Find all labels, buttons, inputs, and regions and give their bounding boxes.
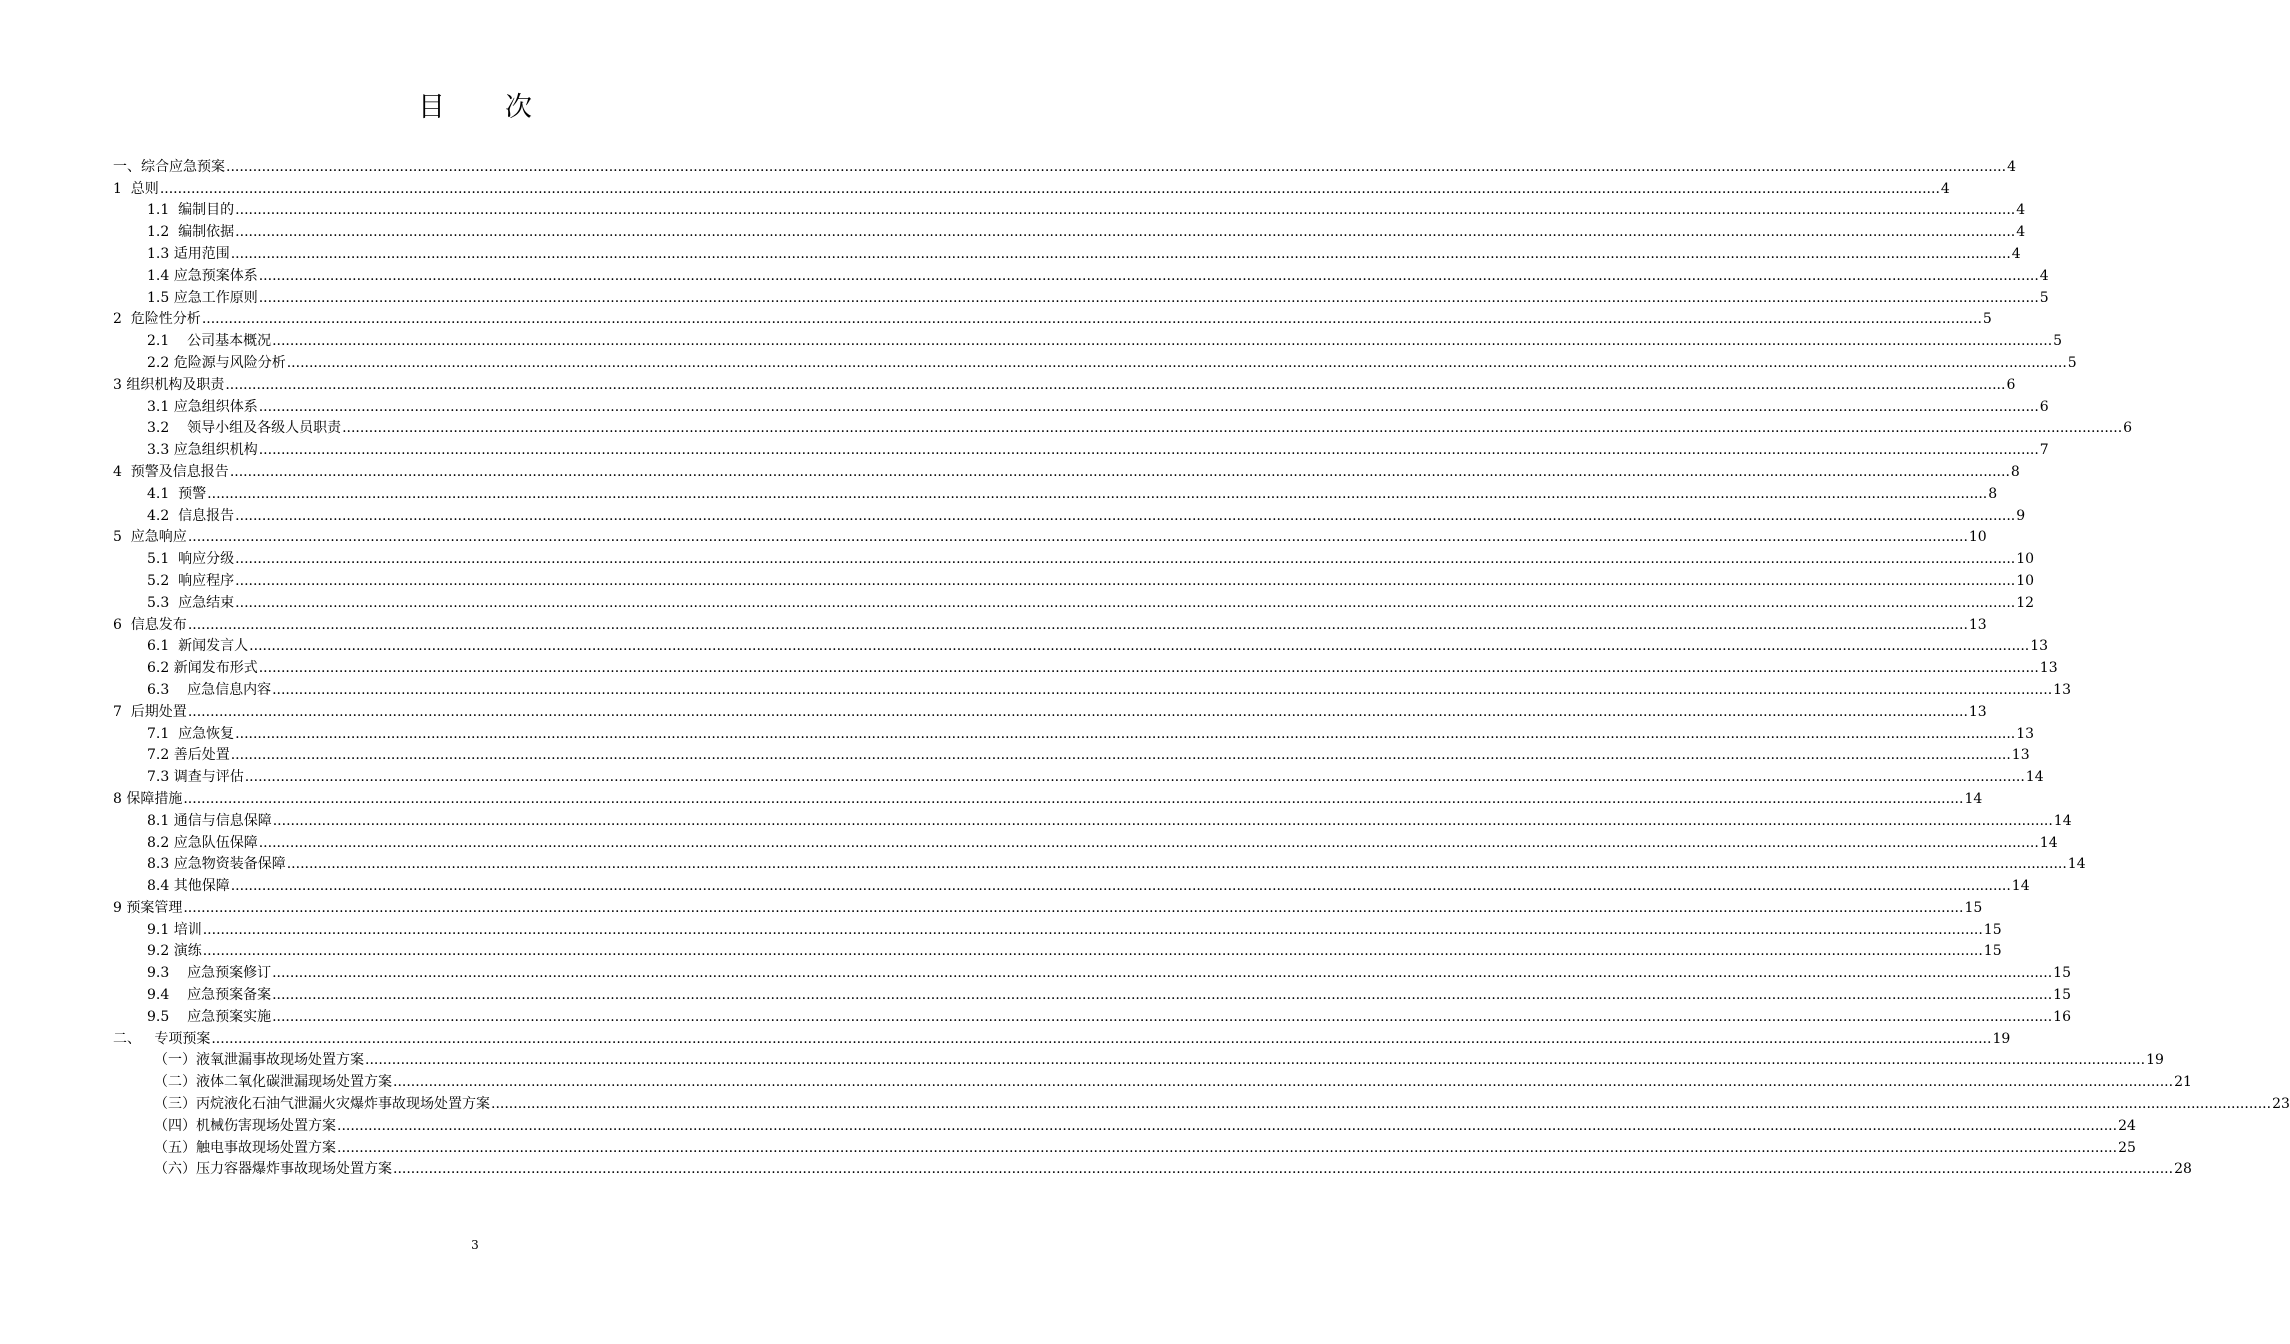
toc-entry-page: 13 bbox=[2039, 660, 2058, 677]
toc-entry[interactable] bbox=[113, 263, 2049, 285]
toc-dot-leader: ................................................................................................................................................................................................................................................................................................................................................................................................................ bbox=[249, 638, 2030, 655]
toc-entry-title: （三）丙烷液化石油气泄漏火灾爆炸事故现场处置方案 bbox=[154, 1096, 490, 1113]
toc-dot-leader: ................................................................................................................................................................................................................................................................................................................................................................................................................ bbox=[202, 943, 1983, 960]
toc-dot-leader: ................................................................................................................................................................................................................................................................................................................................................................................................................ bbox=[272, 812, 2053, 829]
toc-entry-page: 25 bbox=[2118, 1139, 2136, 1156]
toc-dot-leader: ................................................................................................................................................................................................................................................................................................................................................................................................................ bbox=[337, 1139, 2118, 1156]
toc-entry-title: 9 预案管理 bbox=[113, 899, 183, 916]
toc-entry-page: 15 bbox=[2053, 987, 2071, 1004]
toc-entry-page: 4 bbox=[2016, 224, 2026, 241]
toc-entry-title: （一）液氧泄漏事故现场处置方案 bbox=[154, 1052, 364, 1069]
toc-dot-leader: ................................................................................................................................................................................................................................................................................................................................................................................................................ bbox=[159, 180, 1940, 197]
toc-entry-title: 5.2 响应程序 bbox=[147, 572, 235, 589]
toc-dot-leader: ................................................................................................................................................................................................................................................................................................................................................................................................................ bbox=[235, 202, 2016, 219]
toc-entry-page: 13 bbox=[2016, 725, 2035, 742]
toc-entry-title: 1.1 编制目的 bbox=[147, 202, 235, 219]
toc-entry-title: 2.1 公司基本概况 bbox=[147, 333, 272, 350]
toc-dot-leader: ................................................................................................................................................................................................................................................................................................................................................................................................................ bbox=[491, 1096, 2272, 1113]
toc-entry-page: 15 bbox=[1983, 943, 2002, 960]
toc-entry[interactable] bbox=[113, 241, 2021, 263]
toc-dot-leader: ................................................................................................................................................................................................................................................................................................................................................................................................................ bbox=[235, 572, 2016, 589]
toc-entry-page: 4 bbox=[2011, 245, 2021, 262]
toc-entry-title: 9.1 培训 bbox=[147, 921, 202, 938]
toc-entry-page: 12 bbox=[2016, 594, 2035, 611]
toc-dot-leader: ................................................................................................................................................................................................................................................................................................................................................................................................................ bbox=[225, 376, 2006, 393]
toc-entry-page: 13 bbox=[2053, 681, 2071, 698]
toc-entry[interactable] bbox=[113, 546, 2035, 568]
toc-dot-leader: ................................................................................................................................................................................................................................................................................................................................................................................................................ bbox=[244, 769, 2025, 786]
toc-entry-title: 二、 专项预案 bbox=[113, 1030, 211, 1047]
toc-dot-leader: ................................................................................................................................................................................................................................................................................................................................................................................................................ bbox=[201, 311, 1982, 328]
toc-dot-leader: ................................................................................................................................................................................................................................................................................................................................................................................................................ bbox=[258, 267, 2039, 284]
toc-entry[interactable] bbox=[113, 1113, 2136, 1135]
toc-entry-page: 28 bbox=[2174, 1161, 2192, 1178]
toc-entry-title: 2.2 危险源与风险分析 bbox=[147, 354, 286, 371]
toc-entry[interactable] bbox=[113, 655, 2058, 677]
toc-entry-title: 1.5 应急工作原则 bbox=[147, 289, 258, 306]
toc-dot-leader: ................................................................................................................................................................................................................................................................................................................................................................................................................ bbox=[235, 551, 2016, 568]
toc-entry[interactable] bbox=[113, 176, 1950, 198]
toc-entry-page: 14 bbox=[2011, 878, 2030, 895]
toc-dot-leader: ................................................................................................................................................................................................................................................................................................................................................................................................................ bbox=[337, 1117, 2118, 1134]
toc-entry[interactable] bbox=[113, 873, 2030, 895]
toc-entry[interactable] bbox=[113, 852, 2086, 874]
toc-entry-page: 16 bbox=[2053, 1008, 2071, 1025]
toc-dot-leader: ................................................................................................................................................................................................................................................................................................................................................................................................................ bbox=[230, 245, 2011, 262]
toc-entry-title: 8.4 其他保障 bbox=[147, 878, 230, 895]
toc-dot-leader: ................................................................................................................................................................................................................................................................................................................................................................................................................ bbox=[272, 965, 2053, 982]
toc-entry-title: 5 应急响应 bbox=[113, 529, 187, 546]
toc-dot-leader: ................................................................................................................................................................................................................................................................................................................................................................................................................ bbox=[183, 899, 1964, 916]
toc-dot-leader: ................................................................................................................................................................................................................................................................................................................................................................................................................ bbox=[286, 354, 2067, 371]
toc-entry-title: 3 组织机构及职责 bbox=[113, 376, 225, 393]
toc-entry-page: 23 bbox=[2272, 1096, 2290, 1113]
toc-entry-page: 24 bbox=[2118, 1117, 2136, 1134]
toc-entry-page: 19 bbox=[1992, 1030, 2011, 1047]
toc-entry-page: 10 bbox=[1968, 529, 1987, 546]
toc-entry[interactable] bbox=[113, 634, 2049, 656]
toc-entry-page: 7 bbox=[2039, 442, 2049, 459]
toc-entry[interactable] bbox=[113, 1135, 2136, 1157]
toc-entry[interactable] bbox=[113, 895, 1983, 917]
toc-entry-page: 6 bbox=[2006, 376, 2016, 393]
toc-entry[interactable] bbox=[113, 590, 2035, 612]
toc-entry-title: 3.2 领导小组及各级人员职责 bbox=[147, 420, 342, 437]
table-of-contents bbox=[113, 154, 2290, 1178]
toc-entry[interactable] bbox=[113, 612, 1987, 634]
toc-entry-title: 8.1 通信与信息保障 bbox=[147, 812, 272, 829]
page-title: 目次 bbox=[418, 92, 592, 123]
toc-entry[interactable] bbox=[113, 437, 2049, 459]
toc-entry-page: 5 bbox=[2039, 289, 2049, 306]
toc-entry[interactable] bbox=[113, 372, 2016, 394]
toc-entry-title: （六）压力容器爆炸事故现场处置方案 bbox=[154, 1161, 392, 1178]
toc-entry-title: 7.1 应急恢复 bbox=[147, 725, 235, 742]
toc-dot-leader: ................................................................................................................................................................................................................................................................................................................................................................................................................ bbox=[229, 463, 2010, 480]
toc-entry-page: 5 bbox=[1982, 311, 1992, 328]
toc-entry[interactable] bbox=[113, 198, 2026, 220]
toc-entry[interactable] bbox=[113, 1157, 2192, 1179]
toc-entry[interactable] bbox=[113, 154, 2016, 176]
toc-entry-page: 15 bbox=[1983, 921, 2002, 938]
toc-dot-leader: ................................................................................................................................................................................................................................................................................................................................................................................................................ bbox=[272, 681, 2053, 698]
toc-dot-leader: ................................................................................................................................................................................................................................................................................................................................................................................................................ bbox=[365, 1052, 2146, 1069]
toc-entry-title: 9.5 应急预案实施 bbox=[147, 1008, 272, 1025]
toc-entry[interactable] bbox=[113, 459, 2020, 481]
toc-dot-leader: ................................................................................................................................................................................................................................................................................................................................................................................................................ bbox=[230, 878, 2011, 895]
toc-dot-leader: ................................................................................................................................................................................................................................................................................................................................................................................................................ bbox=[235, 594, 2016, 611]
toc-entry[interactable] bbox=[113, 481, 1998, 503]
toc-entry-title: 5.3 应急结束 bbox=[147, 594, 235, 611]
toc-entry-title: 1.4 应急预案体系 bbox=[147, 267, 258, 284]
toc-entry-page: 15 bbox=[2053, 965, 2071, 982]
toc-dot-leader: ................................................................................................................................................................................................................................................................................................................................................................................................................ bbox=[211, 1030, 1992, 1047]
toc-entry-page: 6 bbox=[2123, 420, 2133, 437]
page-number: 3 bbox=[471, 1238, 479, 1252]
toc-dot-leader: ................................................................................................................................................................................................................................................................................................................................................................................................................ bbox=[286, 856, 2067, 873]
toc-entry[interactable] bbox=[113, 721, 2035, 743]
toc-entry-title: 1 总则 bbox=[113, 180, 159, 197]
toc-entry-page: 4 bbox=[2007, 158, 2016, 175]
toc-entry-page: 19 bbox=[2146, 1052, 2164, 1069]
toc-entry-title: 4 预警及信息报告 bbox=[113, 463, 229, 480]
toc-entry-title: （五）触电事故现场处置方案 bbox=[154, 1139, 336, 1156]
toc-entry-title: 8.3 应急物资装备保障 bbox=[147, 856, 286, 873]
toc-dot-leader: ................................................................................................................................................................................................................................................................................................................................................................................................................ bbox=[258, 289, 2039, 306]
toc-entry-title: 9.2 演练 bbox=[147, 943, 202, 960]
toc-entry-title: 5.1 响应分级 bbox=[147, 551, 235, 568]
toc-entry-page: 5 bbox=[2053, 333, 2063, 350]
toc-entry[interactable] bbox=[113, 917, 2002, 939]
toc-entry-title: （二）液体二氧化碳泄漏现场处置方案 bbox=[154, 1074, 392, 1091]
toc-entry[interactable] bbox=[113, 743, 2030, 765]
toc-dot-leader: ................................................................................................................................................................................................................................................................................................................................................................................................................ bbox=[258, 398, 2039, 415]
toc-entry-title: 一、综合应急预案 bbox=[113, 158, 225, 175]
toc-entry-page: 21 bbox=[2174, 1074, 2192, 1091]
toc-entry[interactable] bbox=[113, 1004, 2071, 1026]
toc-entry[interactable] bbox=[113, 568, 2035, 590]
toc-entry-title: 3.3 应急组织机构 bbox=[147, 442, 258, 459]
toc-entry[interactable] bbox=[113, 830, 2058, 852]
toc-entry-title: 3.1 应急组织体系 bbox=[147, 398, 258, 415]
toc-entry[interactable] bbox=[113, 525, 1987, 547]
toc-entry-page: 14 bbox=[2039, 834, 2058, 851]
toc-dot-leader: ................................................................................................................................................................................................................................................................................................................................................................................................................ bbox=[235, 224, 2016, 241]
toc-dot-leader: ................................................................................................................................................................................................................................................................................................................................................................................................................ bbox=[272, 333, 2053, 350]
toc-entry[interactable] bbox=[113, 677, 2071, 699]
toc-entry[interactable] bbox=[113, 328, 2063, 350]
toc-entry[interactable] bbox=[113, 394, 2049, 416]
toc-dot-leader: ................................................................................................................................................................................................................................................................................................................................................................................................................ bbox=[183, 790, 1964, 807]
toc-dot-leader: ................................................................................................................................................................................................................................................................................................................................................................................................................ bbox=[272, 987, 2053, 1004]
toc-dot-leader: ................................................................................................................................................................................................................................................................................................................................................................................................................ bbox=[272, 1008, 2053, 1025]
toc-entry-title: 1.2 编制依据 bbox=[147, 224, 235, 241]
toc-entry-page: 14 bbox=[2053, 812, 2072, 829]
toc-dot-leader: ................................................................................................................................................................................................................................................................................................................................................................................................................ bbox=[393, 1074, 2174, 1091]
toc-entry-title: （四）机械伤害现场处置方案 bbox=[154, 1117, 336, 1134]
toc-dot-leader: ................................................................................................................................................................................................................................................................................................................................................................................................................ bbox=[258, 660, 2039, 677]
toc-entry-page: 4 bbox=[2039, 267, 2049, 284]
toc-entry-page: 13 bbox=[2030, 638, 2049, 655]
toc-entry[interactable] bbox=[113, 416, 2133, 438]
toc-entry-page: 6 bbox=[2039, 398, 2049, 415]
toc-entry[interactable] bbox=[113, 1091, 2290, 1113]
toc-entry[interactable] bbox=[113, 764, 2044, 786]
toc-entry-page: 4 bbox=[2016, 202, 2026, 219]
toc-entry[interactable] bbox=[113, 786, 1983, 808]
toc-entry-title: 2 危险性分析 bbox=[113, 311, 201, 328]
toc-entry[interactable] bbox=[113, 808, 2072, 830]
toc-entry-title: 1.3 适用范围 bbox=[147, 245, 230, 262]
toc-dot-leader: ................................................................................................................................................................................................................................................................................................................................................................................................................ bbox=[187, 616, 1968, 633]
toc-entry-title: 7.2 善后处置 bbox=[147, 747, 230, 764]
toc-entry[interactable] bbox=[113, 503, 2026, 525]
toc-dot-leader: ................................................................................................................................................................................................................................................................................................................................................................................................................ bbox=[258, 834, 2039, 851]
toc-dot-leader: ................................................................................................................................................................................................................................................................................................................................................................................................................ bbox=[207, 485, 1988, 502]
toc-dot-leader: ................................................................................................................................................................................................................................................................................................................................................................................................................ bbox=[226, 158, 2007, 175]
toc-dot-leader: ................................................................................................................................................................................................................................................................................................................................................................................................................ bbox=[235, 725, 2016, 742]
toc-entry[interactable] bbox=[113, 1069, 2192, 1091]
toc-entry-page: 14 bbox=[2025, 769, 2044, 786]
toc-dot-leader: ................................................................................................................................................................................................................................................................................................................................................................................................................ bbox=[258, 442, 2039, 459]
toc-entry[interactable] bbox=[113, 1026, 2011, 1048]
toc-entry-title: 6.1 新闻发言人 bbox=[147, 638, 249, 655]
toc-entry-title: 8.2 应急队伍保障 bbox=[147, 834, 258, 851]
toc-dot-leader: ................................................................................................................................................................................................................................................................................................................................................................................................................ bbox=[187, 529, 1968, 546]
toc-entry[interactable] bbox=[113, 982, 2071, 1004]
toc-dot-leader: ................................................................................................................................................................................................................................................................................................................................................................................................................ bbox=[187, 703, 1968, 720]
toc-entry[interactable] bbox=[113, 699, 1987, 721]
toc-entry-page: 8 bbox=[2010, 463, 2020, 480]
toc-entry-title: 8 保障措施 bbox=[113, 790, 183, 807]
toc-entry-page: 13 bbox=[1968, 616, 1987, 633]
toc-entry-title: 9.3 应急预案修订 bbox=[147, 965, 272, 982]
toc-entry[interactable] bbox=[113, 350, 2077, 372]
toc-entry-title: 7 后期处置 bbox=[113, 703, 187, 720]
toc-entry-page: 5 bbox=[2067, 354, 2077, 371]
toc-entry-title: 6.3 应急信息内容 bbox=[147, 681, 272, 698]
toc-entry[interactable] bbox=[113, 960, 2071, 982]
toc-entry-page: 13 bbox=[1968, 703, 1987, 720]
toc-entry-title: 6 信息发布 bbox=[113, 616, 187, 633]
toc-entry-title: 6.2 新闻发布形式 bbox=[147, 660, 258, 677]
toc-entry-title: 4.1 预警 bbox=[147, 485, 207, 502]
toc-dot-leader: ................................................................................................................................................................................................................................................................................................................................................................................................................ bbox=[230, 747, 2011, 764]
toc-entry-page: 10 bbox=[2016, 572, 2035, 589]
toc-entry[interactable] bbox=[113, 1048, 2164, 1070]
toc-entry-title: 7.3 调查与评估 bbox=[147, 769, 244, 786]
toc-entry[interactable] bbox=[113, 939, 2002, 961]
toc-entry-title: 9.4 应急预案备案 bbox=[147, 987, 272, 1004]
toc-entry-page: 4 bbox=[1940, 180, 1950, 197]
toc-dot-leader: ................................................................................................................................................................................................................................................................................................................................................................................................................ bbox=[235, 507, 2016, 524]
toc-dot-leader: ................................................................................................................................................................................................................................................................................................................................................................................................................ bbox=[342, 420, 2123, 437]
toc-dot-leader: ................................................................................................................................................................................................................................................................................................................................................................................................................ bbox=[393, 1161, 2174, 1178]
toc-dot-leader: ................................................................................................................................................................................................................................................................................................................................................................................................................ bbox=[202, 921, 1983, 938]
toc-entry-page: 13 bbox=[2011, 747, 2030, 764]
toc-entry[interactable] bbox=[113, 219, 2026, 241]
toc-entry[interactable] bbox=[113, 307, 1992, 329]
toc-entry-page: 14 bbox=[2067, 856, 2086, 873]
toc-entry-page: 8 bbox=[1988, 485, 1998, 502]
toc-entry-page: 14 bbox=[1964, 790, 1983, 807]
toc-entry-page: 15 bbox=[1964, 899, 1983, 916]
toc-entry-page: 9 bbox=[2016, 507, 2026, 524]
toc-entry[interactable] bbox=[113, 285, 2049, 307]
toc-entry-title: 4.2 信息报告 bbox=[147, 507, 235, 524]
toc-entry-page: 10 bbox=[2016, 551, 2035, 568]
